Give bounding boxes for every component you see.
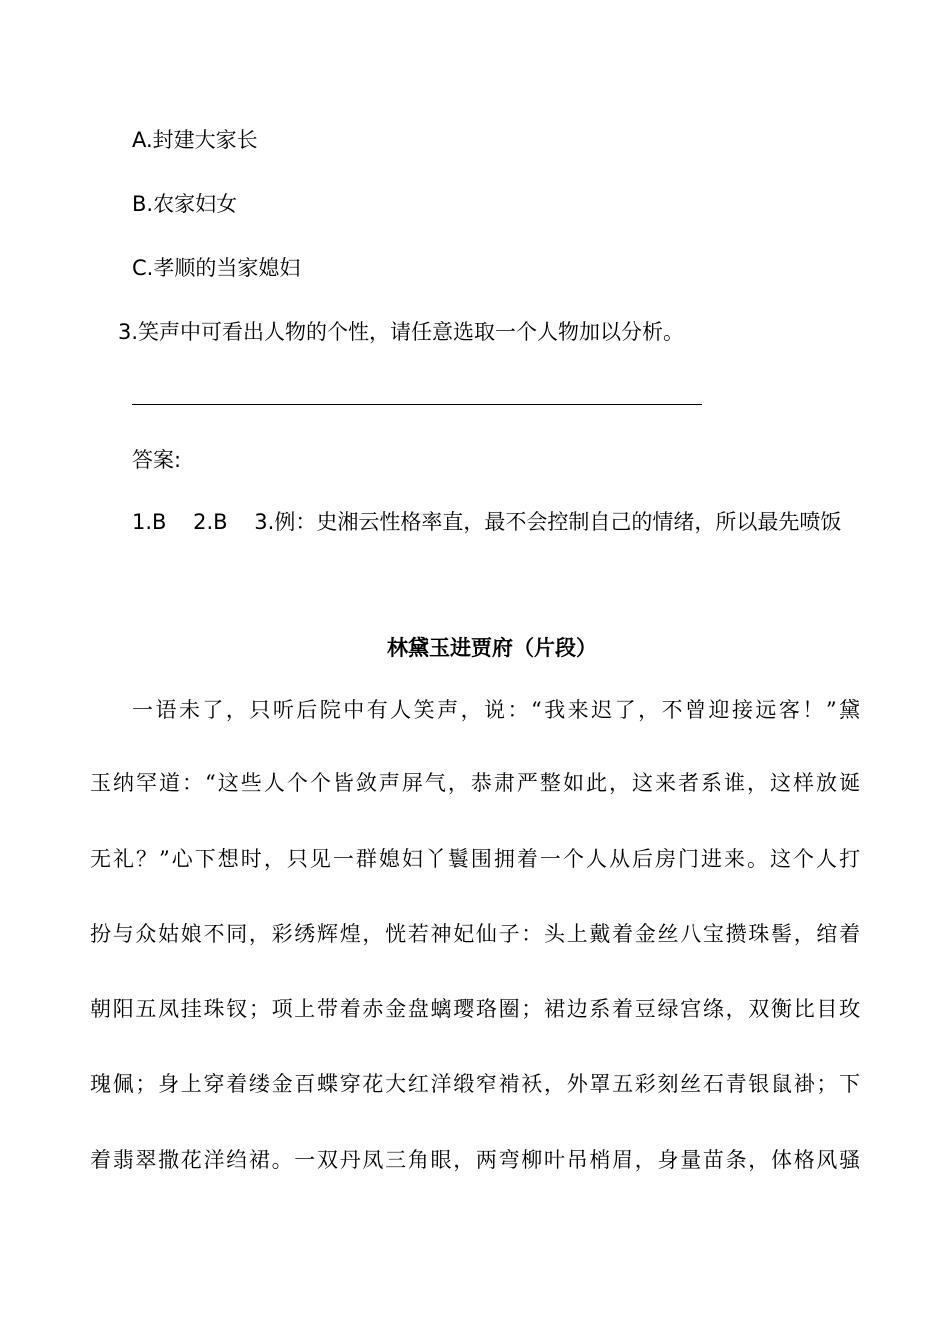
passage-line: 着翡翠撒花洋绉裙。一双丹凤三角眼，两弯柳叶吊梢眉，身量苗条，体格风骚 [90,1148,862,1172]
answer-text: 1.B 2.B 3.例：史湘云性格率直，最不会控制自己的情绪，所以最先喷饭 [132,510,842,534]
passage-line: 瑰佩；身上穿着缕金百蝶穿花大红洋缎窄褃袄，外罩五彩刻丝石青银鼠褂；下 [90,1072,862,1096]
option-a: A.封建大家长 [132,128,258,152]
passage-line: 扮与众姑娘不同，彩绣辉煌，恍若神妃仙子：头上戴着金丝八宝攒珠髻，绾着 [90,922,862,946]
option-b: B.农家妇女 [132,192,238,216]
option-c: C.孝顺的当家媳妇 [132,256,301,280]
passage-line: 无礼？”心下想时，只见一群媳妇丫鬟围拥着一个人从后房门进来。这个人打 [90,847,863,871]
answer-label: 答案: [132,448,182,472]
passage-line: 朝阳五凤挂珠钗；项上带着赤金盘螭璎珞圈；裙边系着豆绿宫绦，双衡比目玫 [90,997,862,1021]
passage-line: 玉纳罕道：“这些人个个皆敛声屏气，恭肃严整如此，这来者系谁，这样放诞 [90,771,863,795]
passage-title: 林黛玉进贾府（片段） [387,636,597,660]
answer-blank-line [132,404,702,405]
question-3: 3.笑声中可看出人物的个性，请任意选取一个人物加以分析。 [118,320,685,344]
passage-line: 一语未了，只听后院中有人笑声，说：“我来迟了，不曾迎接远客！”黛 [132,698,863,722]
